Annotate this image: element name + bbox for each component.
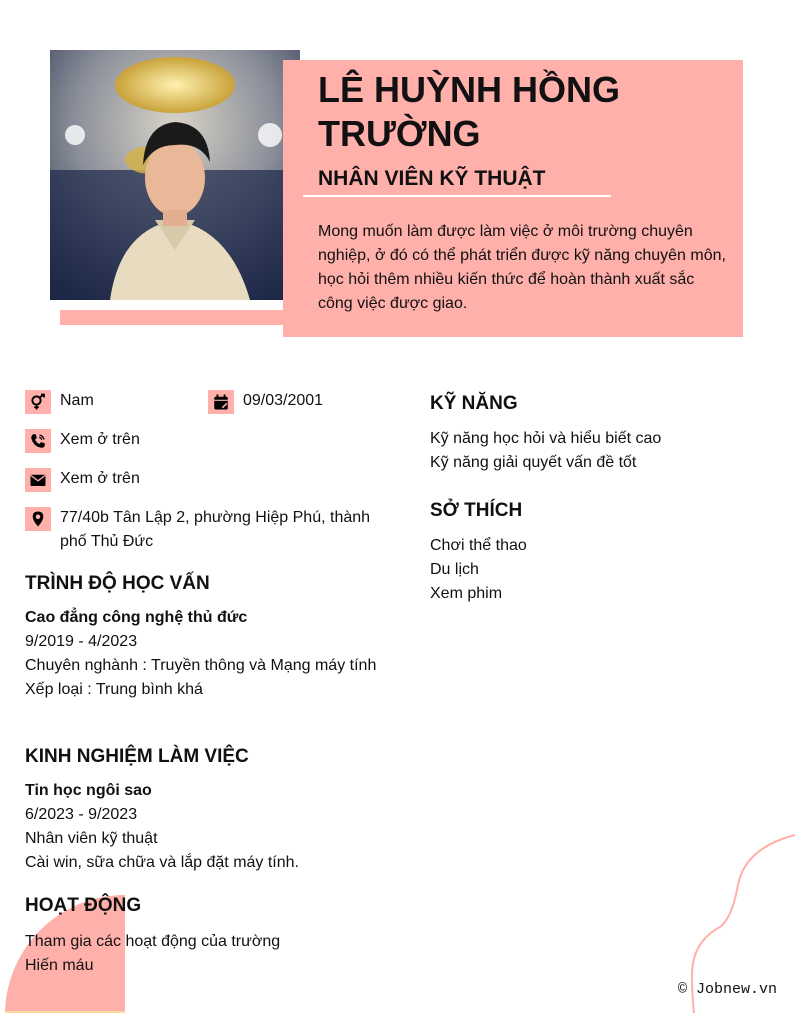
experience-section [25,746,390,875]
calendar-icon [208,390,234,414]
hobby-item: Xem phim [430,585,503,602]
footer-copyright: © Jobnew.vn [678,981,778,998]
title-divider [303,195,611,197]
activity-item: Tham gia các hoạt động của trường [25,933,281,950]
photo-accent-bar [60,310,300,325]
skills-heading: KỸ NĂNG [430,393,518,414]
skill-item: Kỹ năng giải quyết vấn đề tốt [430,454,637,471]
skill-item: Kỹ năng học hỏi và hiểu biết cao [430,430,662,447]
hobbies-section [430,500,770,606]
education-major: Chuyên nghành : Truyền thông và Mạng máy tính [25,657,377,674]
birthday-value: 09/03/2001 [243,392,324,409]
phone-icon [25,429,51,453]
contact-birthday [208,389,323,414]
gender-icon [25,390,51,414]
contact-email [25,467,140,492]
experience-company: Tin học ngôi sao [25,782,152,799]
contact-phone [25,428,140,453]
activity-item: Hiến máu [25,957,94,974]
activities-heading: HOẠT ĐỘNG [25,895,142,916]
education-heading: TRÌNH ĐỘ HỌC VẤN [25,573,210,594]
education-section [25,573,390,702]
education-grade: Xếp loại : Trung bình khá [25,681,203,698]
email-value: Xem ở trên [60,470,140,487]
experience-position: Nhân viên kỹ thuật [25,830,158,847]
contact-address [25,506,395,554]
address-value: 77/40b Tân Lập 2, phường Hiệp Phú, thành phố Thủ Đức [60,509,371,550]
skills-section [430,393,770,475]
profile-photo [50,50,300,300]
email-icon [25,468,51,492]
hobby-item: Du lịch [430,561,479,578]
contact-gender [25,389,94,414]
portrait-image [50,50,300,300]
education-school: Cao đẳng công nghệ thủ đức [25,609,248,626]
header-panel [283,60,743,337]
location-icon [25,507,51,531]
phone-value: Xem ở trên [60,431,140,448]
hobby-item: Chơi thể thao [430,537,527,554]
job-title: NHÂN VIÊN KỸ THUẬT [318,167,546,190]
career-objective: Mong muốn làm được làm việc ở môi trường chuyên nghiệp, ở đó có thể phát triển được kỹ năng chuyên môn, học hỏi thêm nhiều kiến thức để hoàn thành xuất sắc công việc được giao. [318,223,726,312]
education-period: 9/2019 - 4/2023 [25,633,138,650]
experience-heading: KINH NGHIỆM LÀM VIỆC [25,746,249,767]
experience-description: Cài win, sữa chữa và lắp đặt máy tính. [25,854,299,871]
activities-section [25,895,390,978]
candidate-name: LÊ HUỲNH HỒNG TRƯỜNG [318,69,621,154]
experience-period: 6/2023 - 9/2023 [25,806,138,823]
gender-value: Nam [60,392,94,409]
hobbies-heading: SỞ THÍCH [430,500,523,521]
